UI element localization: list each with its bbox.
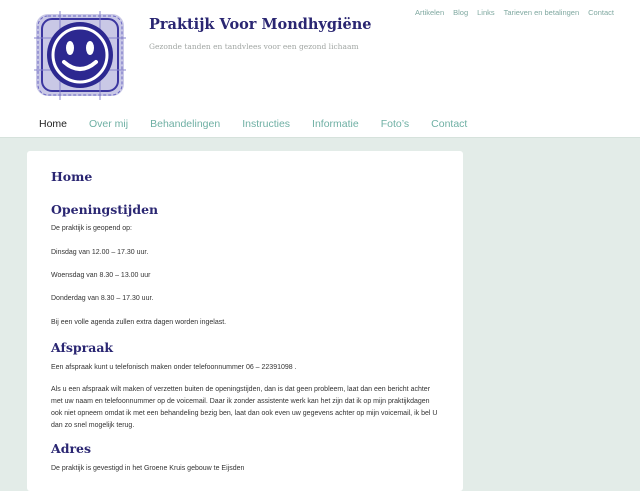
nav-item-informatie[interactable]: Informatie xyxy=(312,118,359,130)
nav-item-fotos[interactable]: Foto’s xyxy=(380,118,410,130)
site-header xyxy=(0,0,640,138)
top-link-artikelen[interactable]: Artikelen xyxy=(414,8,445,17)
top-link-links[interactable]: Links xyxy=(477,8,495,17)
site-tagline: Gezonde tanden en tandvlees voor een gezond lichaam xyxy=(149,42,359,51)
top-link-blog[interactable]: Blog xyxy=(453,8,469,17)
afspraak-phone: Een afspraak kunt u telefonisch maken onder telefoonnummer 06 – 22391098 . xyxy=(51,364,297,371)
top-link-contact[interactable]: Contact xyxy=(588,8,614,17)
top-links xyxy=(415,8,614,17)
nav-item-instructies[interactable]: Instructies xyxy=(242,118,291,130)
afspraak-details: Als u een afspraak wilt maken of verzetten buiten de openingstijden, dan is dat geen probleem, laat dan een bericht achter met uw naam en telefoonnummer op de voicemail. Daar ik zonder assistente werk kan het zijn dat ik op mijn praktijkdagen ook niet opneem omdat ik met een behandeling bezig ben, laat dan ook even uw gegevens achter op mijn voicemail, ik bel U dan zo snel mogelijk terug. xyxy=(51,386,438,429)
opening-intro: De praktijk is geopend op: xyxy=(51,225,132,232)
page-title: Home xyxy=(51,169,93,184)
nav-item-behandelingen[interactable]: Behandelingen xyxy=(150,118,221,130)
opening-note: Bij een volle agenda zullen extra dagen worden ingelast. xyxy=(51,319,227,326)
top-link-tarieven[interactable]: Tarieven en betalingen xyxy=(503,8,580,17)
heading-afspraak: Afspraak xyxy=(51,340,114,355)
site-title[interactable]: Praktijk Voor Mondhygiëne xyxy=(149,16,372,33)
main-nav xyxy=(39,118,467,130)
content-panel xyxy=(27,151,463,491)
opening-donderdag: Donderdag van 8.30 – 17.30 uur. xyxy=(51,295,154,302)
smiley-face-icon[interactable] xyxy=(30,8,130,103)
adres-location: De praktijk is gevestigd in het Groene Kruis gebouw te Eijsden xyxy=(51,465,245,472)
opening-woensdag: Woensdag van 8.30 – 13.00 uur xyxy=(51,272,151,279)
heading-adres: Adres xyxy=(51,441,92,456)
opening-dinsdag: Dinsdag van 12.00 – 17.30 uur. xyxy=(51,249,149,256)
nav-item-over-mij[interactable]: Over mij xyxy=(89,118,129,130)
nav-item-home[interactable]: Home xyxy=(39,118,68,130)
nav-item-contact[interactable]: Contact xyxy=(431,118,468,130)
heading-openingstijden: Openingstijden xyxy=(51,202,159,217)
